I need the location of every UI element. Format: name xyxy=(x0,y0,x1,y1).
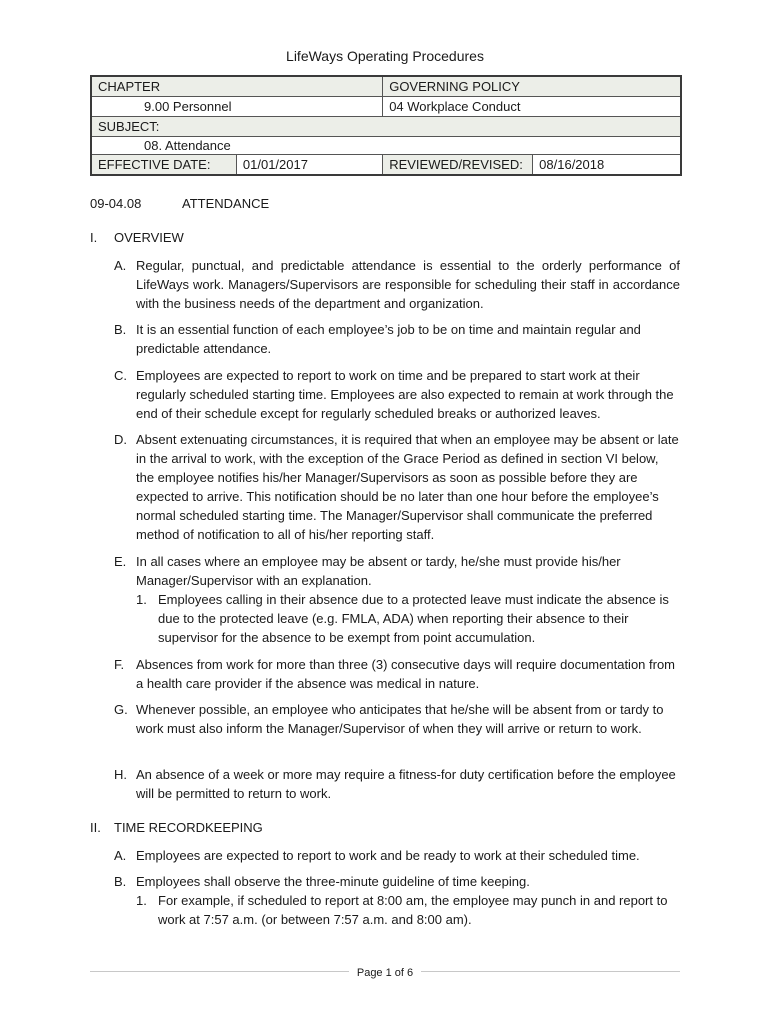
list-item xyxy=(114,872,680,891)
part-title: OVERVIEW xyxy=(114,230,184,245)
item-label: H. xyxy=(114,767,127,782)
part-heading-overview xyxy=(90,230,184,245)
section-code: 09-04.08 xyxy=(90,196,142,211)
item-label: D. xyxy=(114,432,127,447)
document-title: LifeWays Operating Procedures xyxy=(286,48,484,64)
list-item xyxy=(114,765,680,803)
item-text: Regular, punctual, and predictable attendance is essential to the orderly performance of LifeWays work. Managers/Supervisors are responsible for scheduling their staff in accordance with the business needs of the department and organization. xyxy=(136,258,680,311)
sub-item-text: Employees calling in their absence due to a protected leave must indicate the absence is due to the protected leave (e.g. FMLA, ADA) when reporting their absence to their supervisor for the absence to be exempt from point accumulation. xyxy=(158,592,669,645)
effective-date-value: 01/01/2017 xyxy=(236,155,382,176)
sub-list-item xyxy=(136,590,680,647)
sub-item-text: For example, if scheduled to report at 8:00 am, the employee may punch in and report to work at 7:57 a.m. (or between 7:57 a.m. and 8:00 am). xyxy=(158,893,668,927)
item-label: A. xyxy=(114,258,127,273)
item-text: Absent extenuating circumstances, it is required that when an employee may be absent or late in the arrival to work, with the exception of the Grace Period as defined in section VI below, the employee notifies his/her Manager/Supervisors as soon as possible before they are expected to arrive. This notification should be no later than one hour before the employee’s normal scheduled starting time. The Manager/Supervisor shall communicate the preferred method of notification to all of his/her reporting staff. xyxy=(136,432,679,542)
item-text: Employees are expected to report to work and be ready to work at their scheduled time. xyxy=(136,848,640,863)
reviewed-revised-value: 08/16/2018 xyxy=(533,155,681,176)
item-text: In all cases where an employee may be absent or tardy, he/she must provide his/her Manager/Supervisor with an explanation. xyxy=(136,554,621,588)
list-item xyxy=(114,846,680,865)
governing-policy-value: 04 Workplace Conduct xyxy=(383,97,681,117)
reviewed-revised-label: REVIEWED/REVISED: xyxy=(383,155,533,176)
list-item xyxy=(114,366,680,423)
part-heading-time-recordkeeping xyxy=(90,820,263,835)
item-text: An absence of a week or more may require a fitness-for duty certification before the employee will be permitted to return to work. xyxy=(136,767,676,801)
item-text: It is an essential function of each employee’s job to be on time and maintain regular and predictable attendance. xyxy=(136,322,641,356)
item-label: G. xyxy=(114,702,128,717)
item-text: Whenever possible, an employee who anticipates that he/she will be absent from or tardy to work must also inform the Manager/Supervisor of when they will arrive or return to work. xyxy=(136,702,664,736)
item-label: A. xyxy=(114,848,127,863)
list-item xyxy=(114,552,680,590)
sub-item-label: 1. xyxy=(136,893,147,908)
subject-label: SUBJECT: xyxy=(91,117,681,137)
item-text: Employees shall observe the three-minute guideline of time keeping. xyxy=(136,874,530,889)
list-item xyxy=(114,655,680,693)
sub-item-label: 1. xyxy=(136,592,147,607)
governing-policy-label: GOVERNING POLICY xyxy=(383,76,681,97)
item-label: C. xyxy=(114,368,127,383)
part-title: TIME RECORDKEEPING xyxy=(114,820,263,835)
item-label: F. xyxy=(114,657,125,672)
part-number: I. xyxy=(90,230,98,245)
page-footer xyxy=(0,964,770,979)
item-label: B. xyxy=(114,874,127,889)
item-label: E. xyxy=(114,554,127,569)
list-item xyxy=(114,320,680,358)
item-label: B. xyxy=(114,322,127,337)
header-table xyxy=(90,75,682,176)
subject-value: 08. Attendance xyxy=(91,137,681,155)
chapter-value: 9.00 Personnel xyxy=(91,97,383,117)
effective-date-label: EFFECTIVE DATE: xyxy=(91,155,236,176)
item-text: Employees are expected to report to work on time and be prepared to start work at their regularly scheduled starting time. Employees are also expected to remain at work through the end of their schedule except for regularly scheduled breaks or authorized leaves. xyxy=(136,368,674,421)
page-number: Page 1 of 6 xyxy=(349,967,421,979)
item-text: Absences from work for more than three (3) consecutive days will require documentation from a health care provider if the absence was medical in nature. xyxy=(136,657,676,691)
section-title: ATTENDANCE xyxy=(182,196,270,211)
list-item xyxy=(114,256,680,313)
sub-list-item xyxy=(136,891,680,929)
part-number: II. xyxy=(90,820,101,835)
list-item xyxy=(114,700,680,738)
list-item xyxy=(114,430,680,544)
chapter-label: CHAPTER xyxy=(91,76,383,97)
